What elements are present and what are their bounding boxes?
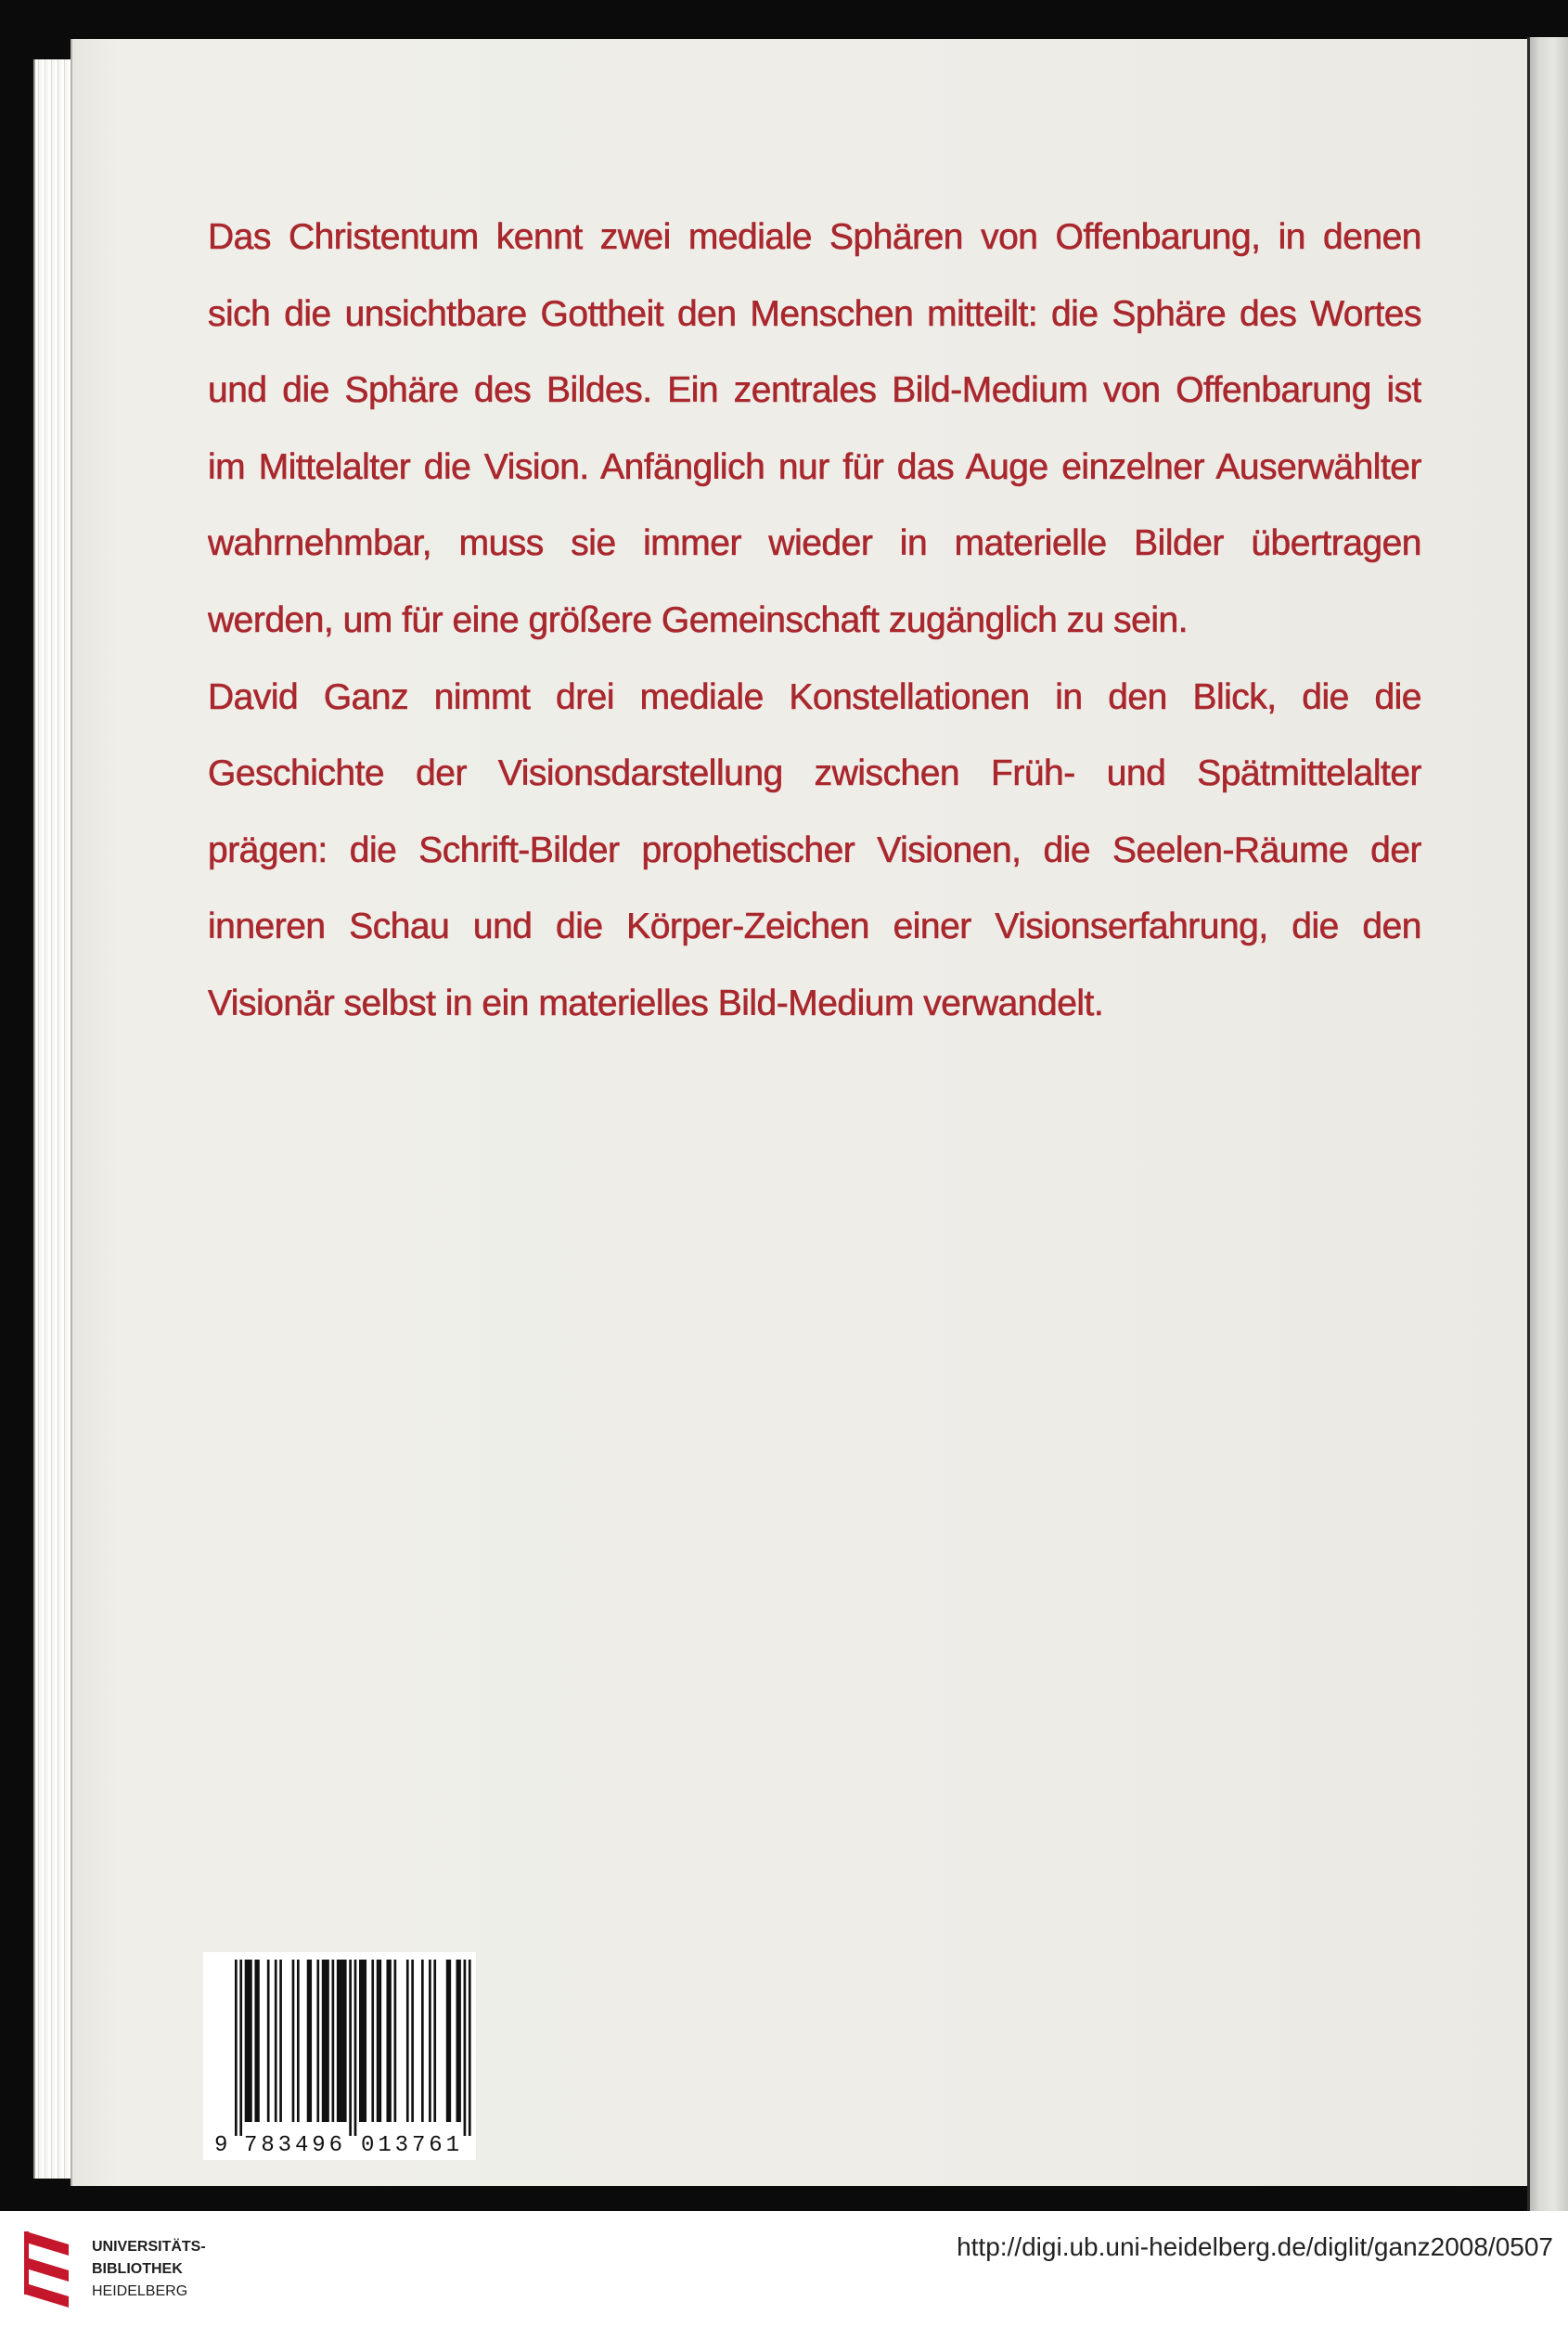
- isbn-barcode: [203, 1952, 476, 2160]
- barcode-bar: [332, 1960, 335, 2122]
- blurb-line: wahrnehmbar, muss sie immer wieder in materielle Bilder übertragen: [208, 523, 1421, 564]
- source-url: http://digi.ub.uni-heidelberg.de/diglit/ganz2008/0507: [957, 2232, 1553, 2261]
- barcode-bar: [322, 1960, 329, 2122]
- barcode-bar: [433, 1960, 436, 2122]
- barcode-bar: [359, 1960, 366, 2122]
- barcode-first-digit: 9: [214, 2133, 228, 2158]
- barcode-right-digits: 013761: [361, 2133, 459, 2158]
- library-name: [92, 2236, 206, 2303]
- barcode-bar: [279, 1960, 282, 2122]
- library-name-line: HEIDELBERG: [92, 2283, 188, 2299]
- blurb-line: inneren Schau und die Körper-Zeichen einer Visionserfahrung, die den: [208, 906, 1421, 947]
- barcode-bar: [446, 1960, 451, 2122]
- blurb-paragraph-1: [208, 199, 1421, 660]
- barcode-bar: [456, 1960, 461, 2122]
- barcode-bar: [411, 1960, 414, 2122]
- blurb-line: im Mittelalter die Vision. Anfänglich nur für das Auge einzelner Auserwählter: [208, 446, 1421, 487]
- barcode-bar: [267, 1960, 270, 2122]
- library-name-line: UNIVERSITÄTS-: [92, 2239, 206, 2255]
- footer-bar: [0, 2211, 1568, 2327]
- barcode-bar: [386, 1960, 391, 2122]
- barcode-bar: [421, 1960, 424, 2122]
- barcode-guard-bar: [349, 1960, 352, 2136]
- page-edges: [33, 59, 74, 2179]
- blurb-paragraph-2: [208, 660, 1421, 1043]
- barcode-guard-bar: [464, 1960, 467, 2136]
- barcode-left-digits: 783496: [244, 2133, 342, 2158]
- library-name-line: BIBLIOTHEK: [92, 2261, 183, 2277]
- book-spine: [1527, 37, 1568, 2211]
- barcode-bar: [406, 1960, 409, 2122]
- barcode-bar: [429, 1960, 431, 2122]
- barcode-bar: [371, 1960, 374, 2122]
- barcode-guard-bar: [469, 1960, 471, 2136]
- barcode-bar: [307, 1960, 312, 2122]
- barcode-bar: [377, 1960, 381, 2122]
- barcode-guard-bar: [354, 1960, 357, 2136]
- blurb-line: und die Sphäre des Bildes. Ein zentrales Bild-Medium von Offenbarung ist: [208, 370, 1421, 411]
- barcode-guard-bar: [235, 1960, 238, 2136]
- blurb-line: Visionär selbst in ein materielles Bild-Medium verwandelt.: [208, 983, 1104, 1023]
- barcode-bar: [297, 1960, 300, 2122]
- blurb-line: David Ganz nimmt drei mediale Konstellationen in den Blick, die die: [208, 676, 1421, 717]
- barcode-guard-bar: [239, 1960, 242, 2136]
- blurb-line: werden, um für eine größere Gemeinschaft zugänglich zu sein.: [208, 599, 1189, 640]
- barcode-bar: [254, 1960, 259, 2122]
- barcode-bar: [245, 1960, 252, 2122]
- barcode-bar: [316, 1960, 319, 2122]
- barcode-bar: [337, 1960, 347, 2122]
- barcode-bar: [394, 1960, 397, 2122]
- blurb-line: Geschichte der Visionsdarstellung zwischen Früh- und Spätmittelalter: [208, 753, 1421, 794]
- blurb-text: [208, 199, 1421, 1043]
- blurb-line: sich die unsichtbare Gottheit den Menschen mitteilt: die Sphäre des Wortes: [208, 293, 1421, 334]
- ub-heidelberg-logo-icon: [20, 2226, 76, 2311]
- blurb-line: prägen: die Schrift-Bilder prophetischer Visionen, die Seelen-Räume der: [208, 829, 1421, 870]
- barcode-bar: [275, 1960, 277, 2122]
- barcode-bar: [292, 1960, 295, 2122]
- blurb-line: Das Christentum kennt zwei mediale Sphären von Offenbarung, in denen: [208, 217, 1421, 257]
